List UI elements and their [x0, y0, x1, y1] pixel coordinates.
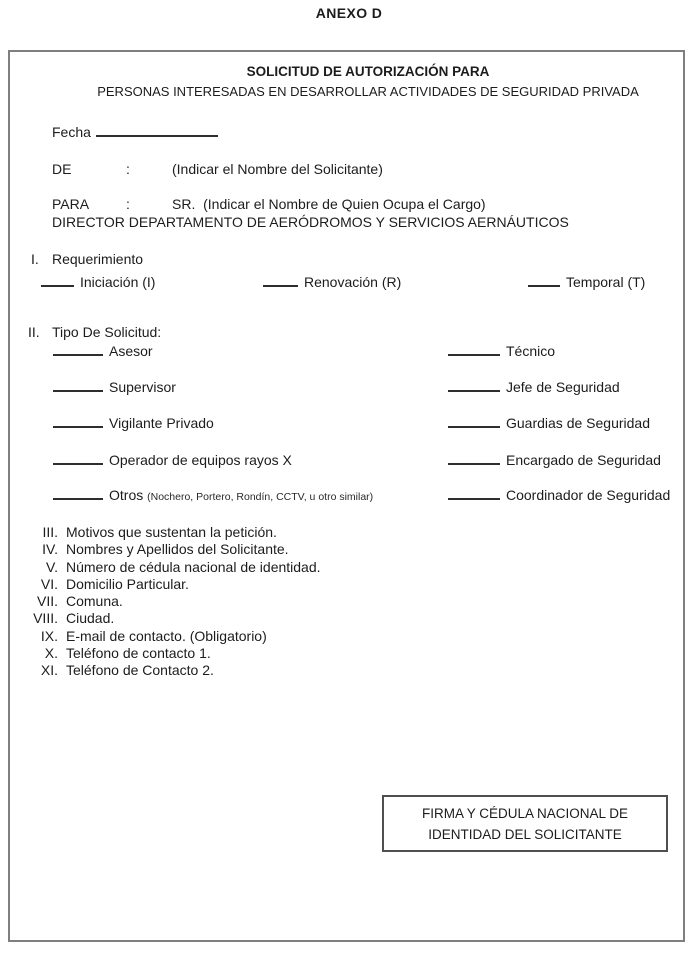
item-numeral: XI.: [40, 662, 58, 679]
item-numeral: VIII.: [33, 610, 58, 627]
list-item-motivos: [0, 524, 698, 541]
section1-header: [31, 251, 143, 267]
option-jefe-seguridad: [448, 377, 620, 395]
numbered-items-list: [0, 524, 698, 680]
guardias-label: Guardias de Seguridad: [506, 415, 650, 431]
item-numeral: X.: [44, 645, 58, 662]
tecnico-blank-line[interactable]: [448, 341, 500, 356]
option-temporal: [528, 272, 645, 290]
option-renovacion: [263, 272, 401, 290]
option-encargado-seguridad: [448, 450, 661, 468]
form-subtitle: PERSONAS INTERESADAS EN DESARROLLAR ACTIVIDADES DE SEGURIDAD PRIVADA: [97, 84, 639, 99]
operador-blank-line[interactable]: [53, 450, 103, 465]
list-item-cedula: [0, 559, 698, 576]
option-asesor: [53, 341, 153, 359]
coordinador-blank-line[interactable]: [448, 485, 500, 500]
asesor-label: Asesor: [109, 343, 153, 359]
item-text: Ciudad.: [66, 610, 115, 627]
section1-options-row: [0, 272, 698, 290]
encargado-label: Encargado de Seguridad: [506, 452, 661, 468]
tipo-row-vigilante-guardias: [0, 413, 698, 431]
item-text: Teléfono de contacto 1.: [66, 645, 211, 662]
de-colon: :: [126, 161, 130, 177]
fecha-row: [52, 122, 218, 140]
option-otros: [53, 485, 373, 503]
para-row: [52, 196, 486, 212]
signature-box: [382, 795, 668, 852]
option-guardias-seguridad: [448, 413, 650, 431]
de-row: [52, 161, 383, 177]
option-iniciacion: [41, 272, 155, 290]
tipo-row-otros-coordinador: [0, 485, 698, 503]
section1-title: Requerimiento: [52, 251, 144, 267]
coordinador-label: Coordinador de Seguridad: [506, 487, 671, 503]
supervisor-blank-line[interactable]: [53, 377, 103, 392]
vigilante-label: Vigilante Privado: [109, 415, 214, 431]
list-item-nombres: [0, 541, 698, 558]
fecha-blank-line[interactable]: [96, 122, 218, 137]
temporal-label: Temporal (T): [566, 274, 646, 290]
item-text: Número de cédula nacional de identidad.: [66, 558, 321, 575]
otros-note: (Nochero, Portero, Rondín, CCTV, u otro similar): [147, 491, 374, 503]
option-vigilante-privado: [53, 413, 214, 431]
iniciacion-label: Iniciación (I): [80, 274, 156, 290]
option-tecnico: [448, 341, 555, 359]
item-text: Nombres y Apellidos del Solicitante.: [66, 541, 289, 558]
section2-title: Tipo De Solicitud:: [52, 324, 162, 340]
temporal-blank-line[interactable]: [528, 272, 560, 287]
item-text: Motivos que sustentan la petición.: [66, 524, 277, 540]
item-text: Domicilio Particular.: [66, 575, 189, 592]
para-label: PARA: [52, 196, 90, 212]
option-coordinador-seguridad: [448, 485, 670, 503]
annex-title: ANEXO D: [315, 5, 383, 21]
option-supervisor: [53, 377, 176, 395]
item-numeral: III.: [42, 524, 58, 540]
list-item-ciudad: [0, 610, 698, 627]
renovacion-blank-line[interactable]: [263, 272, 298, 287]
item-numeral: V.: [46, 558, 58, 575]
section2-numeral: II.: [28, 324, 40, 340]
item-numeral: VI.: [40, 575, 58, 592]
tipo-row-supervisor-jefe: [0, 377, 698, 395]
tecnico-label: Técnico: [506, 343, 556, 359]
section1-numeral: I.: [31, 251, 39, 267]
list-item-email: [0, 628, 698, 645]
item-text: E-mail de contacto. (Obligatorio): [66, 627, 267, 644]
de-label: DE: [52, 161, 72, 177]
director-line: DIRECTOR DEPARTAMENTO DE AERÓDROMOS Y SERVICIOS AERNÁUTICOS: [52, 214, 569, 230]
de-value: (Indicar el Nombre del Solicitante): [172, 161, 383, 177]
para-colon: :: [126, 196, 130, 212]
signature-box-line1: FIRMA Y CÉDULA NACIONAL DE: [421, 806, 629, 821]
encargado-blank-line[interactable]: [448, 450, 500, 465]
item-text: Comuna.: [66, 593, 123, 610]
item-text: Teléfono de Contacto 2.: [66, 662, 214, 679]
tipo-row-asesor-tecnico: [0, 341, 698, 359]
form-title: SOLICITUD DE AUTORIZACIÓN PARA: [246, 64, 490, 79]
item-numeral: IX.: [40, 627, 58, 644]
otros-label: Otros: [109, 487, 144, 503]
option-operador-rayos-x: [53, 450, 292, 468]
guardias-blank-line[interactable]: [448, 413, 500, 428]
jefe-seguridad-blank-line[interactable]: [448, 377, 500, 392]
supervisor-label: Supervisor: [109, 379, 176, 395]
list-item-telefono2: [0, 662, 698, 679]
otros-blank-line[interactable]: [53, 485, 103, 500]
jefe-seguridad-label: Jefe de Seguridad: [506, 379, 620, 395]
list-item-comuna: [0, 593, 698, 610]
iniciacion-blank-line[interactable]: [41, 272, 74, 287]
item-numeral: IV.: [42, 541, 58, 558]
renovacion-label: Renovación (R): [304, 274, 402, 290]
para-value: SR. (Indicar el Nombre de Quien Ocupa el Cargo): [172, 196, 486, 212]
signature-box-line2: IDENTIDAD DEL SOLICITANTE: [428, 827, 622, 842]
section2-header: [28, 324, 161, 340]
operador-label: Operador de equipos rayos X: [109, 452, 292, 468]
vigilante-blank-line[interactable]: [53, 413, 103, 428]
list-item-domicilio: [0, 576, 698, 593]
tipo-row-operador-encargado: [0, 450, 698, 468]
list-item-telefono1: [0, 645, 698, 662]
fecha-label: Fecha: [52, 124, 91, 140]
asesor-blank-line[interactable]: [53, 341, 103, 356]
item-numeral: VII.: [36, 593, 58, 610]
